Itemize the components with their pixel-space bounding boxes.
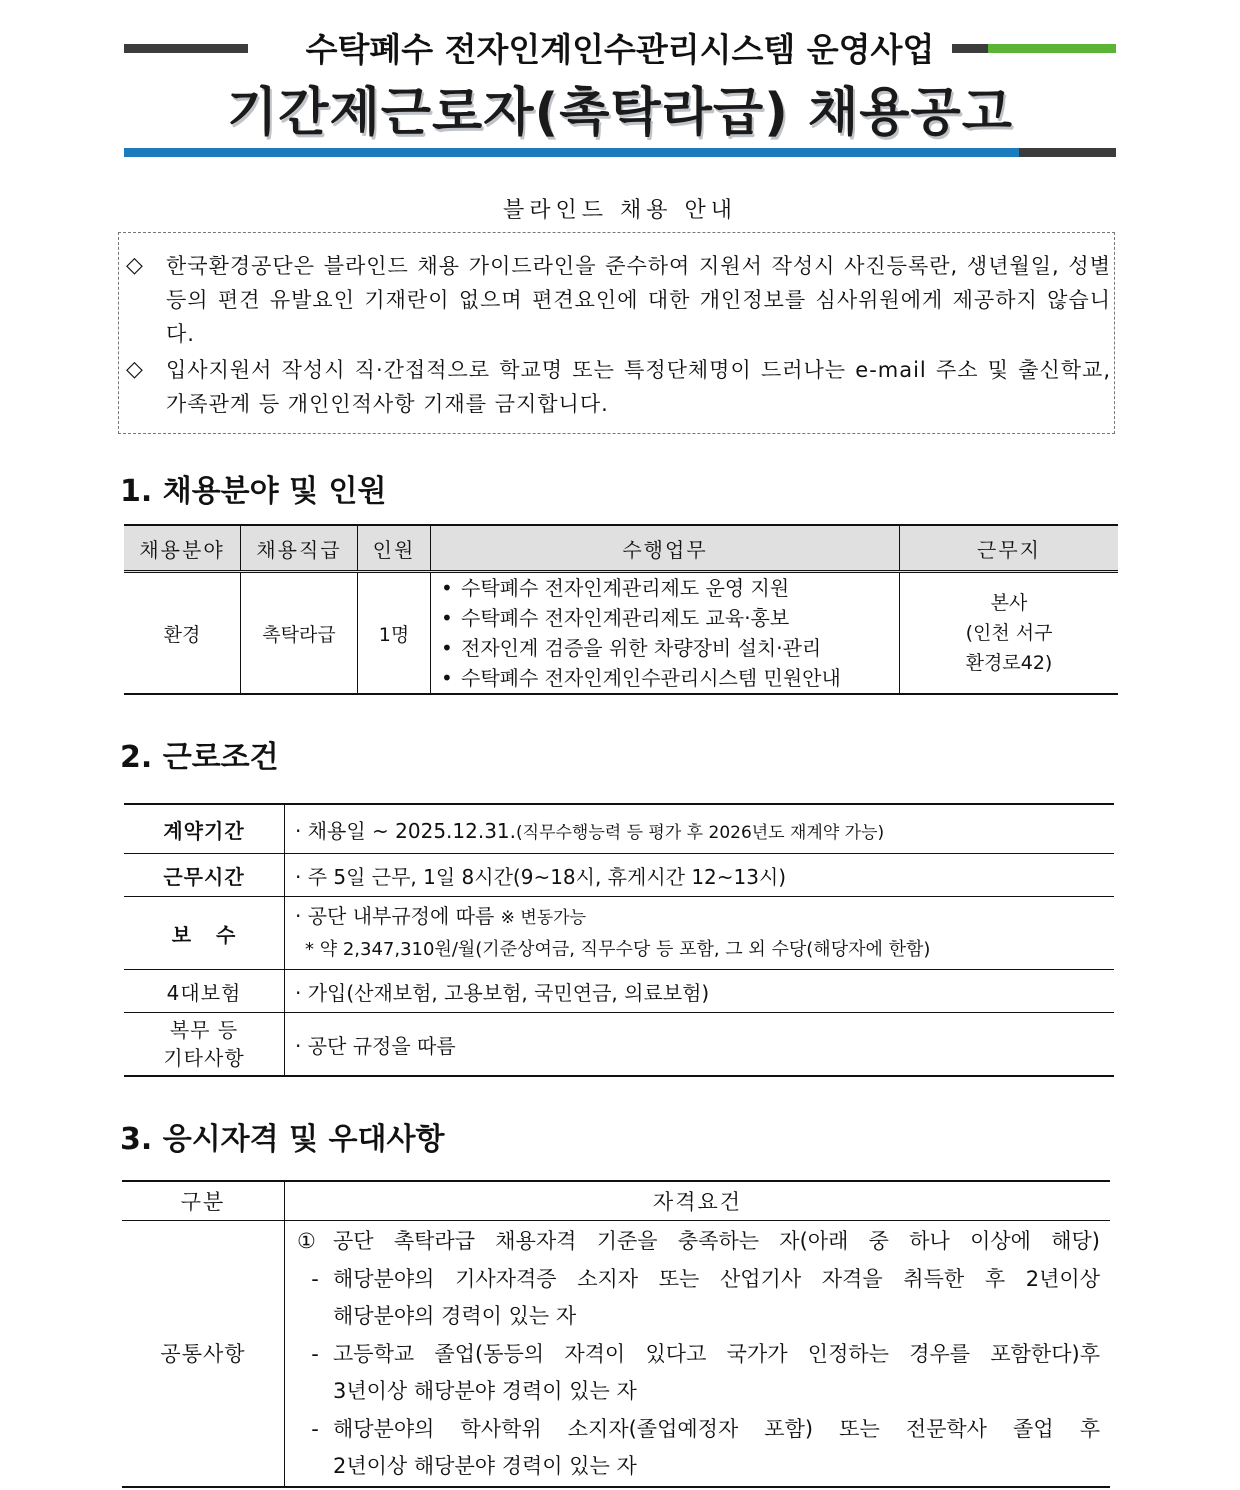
header-underline-dark (1019, 148, 1116, 157)
header-category: 구분 (122, 1181, 285, 1221)
location-line: (인천 서구 (965, 622, 1053, 644)
table-row (124, 572, 1118, 695)
requirement-item: - 해당분야의 학사학위 소지자(졸업예정자 포함) 또는 전문학사 졸업 후 (297, 1411, 1100, 1449)
requirement-item-cont: 3년이상 해당분야 경력이 있는 자 (333, 1379, 637, 1403)
cell-duties (431, 572, 900, 695)
bullet-icon: • (441, 666, 453, 690)
conditions-table (124, 803, 1114, 1077)
cell-field: 환경 (124, 572, 241, 695)
value-hours: · 주 5일 근무, 1일 8시간(9~18시, 휴게시간 12~13시) (285, 854, 1115, 897)
requirement-item: - 고등학교 졸업(동등의 자격이 있다고 국가가 인정하는 경우를 포함한다)후 (297, 1336, 1100, 1374)
bullet-icon: • (441, 576, 453, 600)
header-field: 채용분야 (124, 525, 241, 572)
bullet-icon: • (441, 636, 453, 660)
contract-note: (직무수행능력 등 평가 후 2026년도 재계약 가능) (516, 822, 885, 843)
qualifications-table (122, 1180, 1110, 1488)
diamond-bullet-icon: ◇ (126, 253, 143, 278)
cell-location (900, 572, 1119, 695)
header-location: 근무지 (900, 525, 1119, 572)
requirement-item: - 해당분야의 기사자격증 소지자 또는 산업기사 자격을 취득한 후 2년이상 (297, 1261, 1100, 1299)
blind-notice-text: 한국환경공단은 블라인드 채용 가이드라인을 준수하여 지원서 작성시 사진등록란, 생년월일, 성별 등의 편견 유발요인 기재란이 없으며 편견요인에 대한 개인정보를 심사위원에게 제공하지 않습니다. (166, 254, 1111, 346)
value-pay: · 공단 내부규정에 따름 ※ 변동가능 * 약 2,347,310원/월(기준상여금, 직무수당 등 포함, 그 외 수당(해당자에 한함) (285, 897, 1115, 970)
table-row (122, 1221, 1110, 1487)
document-header (124, 30, 1116, 160)
value-contract: · 채용일 ~ 2025.12.31.(직무수행능력 등 평가 후 2026년도 재계약 가능) (285, 804, 1115, 854)
requirement-item-cont: 해당분야의 경력이 있는 자 (333, 1304, 577, 1328)
cell-requirements (285, 1221, 1111, 1487)
header-subtitle: 수탁폐수 전자인계인수관리시스템 운영사업 (305, 30, 935, 69)
duty-item: • 수탁폐수 전자인계관리제도 운영 지원 (441, 573, 899, 603)
location-line: 환경로42) (965, 652, 1053, 674)
section-title-positions: 1. 채용분야 및 인원 (120, 474, 387, 509)
blind-notice-text: 입사지원서 작성시 직·간접적으로 학교명 또는 특정단체명이 드러나는 e-mail 주소 및 출신학교, 가족관계 등 개인인적사항 기재를 금지합니다. (166, 358, 1111, 416)
positions-table (124, 524, 1118, 695)
table-row (124, 804, 1114, 854)
table-row (124, 970, 1114, 1013)
blind-notice-item (126, 353, 1111, 421)
label-insurance: 4대보험 (124, 970, 285, 1013)
location-line: 본사 (990, 592, 1028, 614)
value-etc: · 공단 규정을 따름 (285, 1013, 1115, 1077)
value-insurance: · 가입(산재보험, 고용보험, 국민연금, 의료보험) (285, 970, 1115, 1013)
duty-item: • 수탁폐수 전자인계인수관리시스템 민원안내 (441, 663, 899, 693)
label-pay: 보 수 (124, 897, 285, 970)
cell-category: 공통사항 (122, 1221, 285, 1487)
header-grade: 채용직급 (241, 525, 358, 572)
blind-notice-title: 블라인드 채용 안내 (470, 196, 770, 226)
table-row (124, 897, 1114, 970)
blind-notice-item (126, 249, 1111, 351)
label-etc: 복무 등 기타사항 (124, 1013, 285, 1077)
bullet-icon: • (441, 606, 453, 630)
table-row (124, 1013, 1114, 1077)
page-title: 기간제근로자(촉탁라급) 채용공고 (227, 83, 1013, 143)
header-duties: 수행업무 (431, 525, 900, 572)
pay-detail: * 약 2,347,310원/월(기준상여금, 직무수당 등 포함, 그 외 수당(해당자에 한함) (305, 939, 931, 960)
header-count: 인원 (358, 525, 431, 572)
cell-grade: 촉탁라급 (241, 572, 358, 695)
duty-item: • 수탁폐수 전자인계관리제도 교육·홍보 (441, 603, 899, 633)
section-title-qualifications: 3. 응시자격 및 우대사항 (120, 1122, 445, 1157)
cell-count: 1명 (358, 572, 431, 695)
pay-note: ※ 변동가능 (500, 908, 587, 928)
duty-item: • 전자인계 검증을 위한 차량장비 설치·관리 (441, 633, 899, 663)
table-header-row (124, 525, 1118, 572)
header-requirements: 자격요건 (285, 1181, 1111, 1221)
requirement-main: ① 공단 촉탁라급 채용자격 기준을 충족하는 자(아래 중 하나 이상에 해당) (297, 1223, 1100, 1261)
dash-bullet-icon: - (311, 1416, 319, 1441)
dash-bullet-icon: - (311, 1266, 319, 1291)
diamond-bullet-icon: ◇ (126, 357, 143, 382)
header-underline-blue (124, 148, 1019, 157)
table-header-row (122, 1181, 1110, 1221)
table-row (124, 854, 1114, 897)
label-hours: 근무시간 (124, 854, 285, 897)
dash-bullet-icon: - (311, 1341, 319, 1366)
label-contract: 계약기간 (124, 804, 285, 854)
section-title-conditions: 2. 근로조건 (120, 740, 279, 775)
circle-one-icon: ① (297, 1229, 316, 1253)
requirement-item-cont: 2년이상 해당분야 경력이 있는 자 (333, 1454, 637, 1478)
